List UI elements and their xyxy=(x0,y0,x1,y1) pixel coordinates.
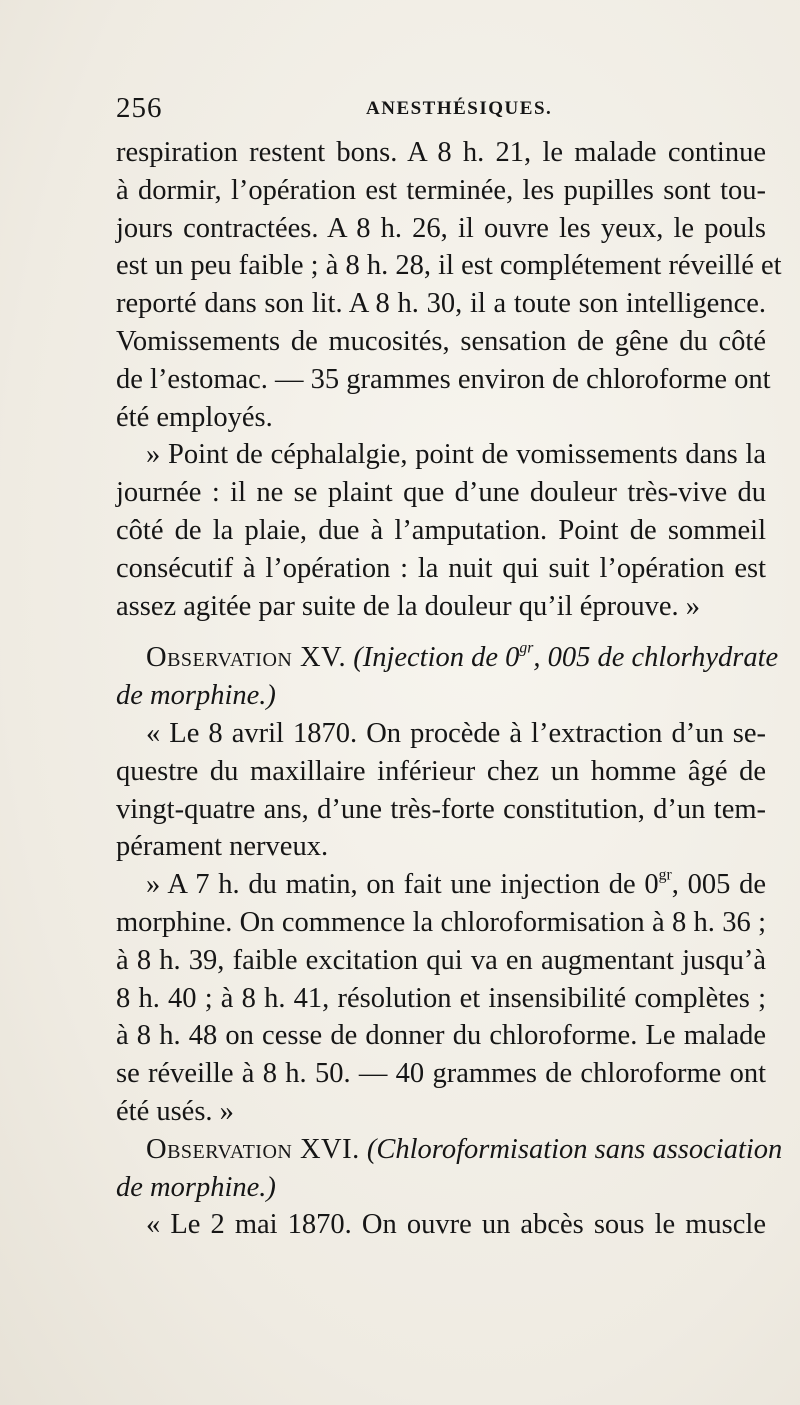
page-number: 256 xyxy=(116,92,163,124)
text-line: » Point de céphalalgie, point de vomissements dans la xyxy=(146,439,766,471)
text-line: » A 7 h. du matin, on fait une injection de $0^{gr}$, 005 de xyxy=(146,866,766,901)
text-line: côté de la plaie, due à l’amputation. Point de sommeil xyxy=(116,514,766,546)
text-line: pérament nerveux. xyxy=(116,831,329,863)
observation-title-continued: de morphine.) xyxy=(116,1171,276,1203)
text-line: Vomissements de mucosités, sensation de gêne du côté xyxy=(116,325,766,357)
text-line: jours contractées. A 8 h. 26, il ouvre les yeux, le pouls xyxy=(116,212,766,244)
text-line: vingt-quatre ans, d’une très-forte constitution, d’un tem- xyxy=(116,793,766,825)
text-line: reporté dans son lit. A 8 h. 30, il a toute son intelligence. xyxy=(116,288,766,320)
text-line: morphine. On commence la chloroformisation à 8 h. 36 ; xyxy=(116,906,766,938)
text-line: respiration restent bons. A 8 h. 21, le malade continue xyxy=(116,137,766,168)
text-line: journée : il ne se plaint que d’une douleur très-vive du xyxy=(116,477,766,509)
text-line: de l’estomac. — 35 grammes environ de chloroforme ont xyxy=(116,363,771,395)
text-line: assez agitée par suite de la douleur qu’il éprouve. » xyxy=(116,590,701,622)
text-line: à 8 h. 39, faible excitation qui va en augmentant jusqu’à xyxy=(116,944,766,976)
page-header xyxy=(116,92,766,132)
text-line: 8 h. 40 ; à 8 h. 41, résolution et insensibilité complètes ; xyxy=(116,982,766,1014)
observation-title: (Injection de $0^{gr}$, 005 de chlorhydrate xyxy=(353,640,779,674)
gram-unit: gr xyxy=(658,866,672,884)
text-line: questre du maxillaire inférieur chez un homme âgé de xyxy=(116,755,766,787)
observation-15-heading xyxy=(116,639,779,677)
text-line: consécutif à l’opération : la nuit qui suit l’opération est xyxy=(116,552,766,584)
page-body xyxy=(116,134,783,1244)
gram-unit: gr xyxy=(519,640,534,658)
text-line: été employés. xyxy=(116,401,273,433)
text-line: se réveille à 8 h. 50. — 40 grammes de chloroforme ont xyxy=(116,1058,766,1090)
text-line: est un peu faible ; à 8 h. 28, il est complétement réveillé et xyxy=(116,250,782,282)
running-head: ANESTHÉSIQUES. xyxy=(366,98,553,119)
text-line: « Le 2 mai 1870. On ouvre un abcès sous le muscle xyxy=(146,1209,766,1241)
text-line: à dormir, l’opération est terminée, les pupilles sont tou- xyxy=(116,174,766,206)
observation-label: Observation XV. xyxy=(146,642,347,674)
observation-title: (Chloroformisation sans association xyxy=(366,1133,783,1165)
text-line: été usés. » xyxy=(116,1095,234,1127)
text-line: à 8 h. 48 on cesse de donner du chloroforme. Le malade xyxy=(116,1020,766,1052)
observation-label: Observation XVI. xyxy=(146,1133,360,1165)
text-line: « Le 8 avril 1870. On procède à l’extraction d’un se- xyxy=(146,717,766,749)
observation-title-continued: de morphine.) xyxy=(116,680,276,712)
observation-16-heading xyxy=(116,1131,783,1169)
